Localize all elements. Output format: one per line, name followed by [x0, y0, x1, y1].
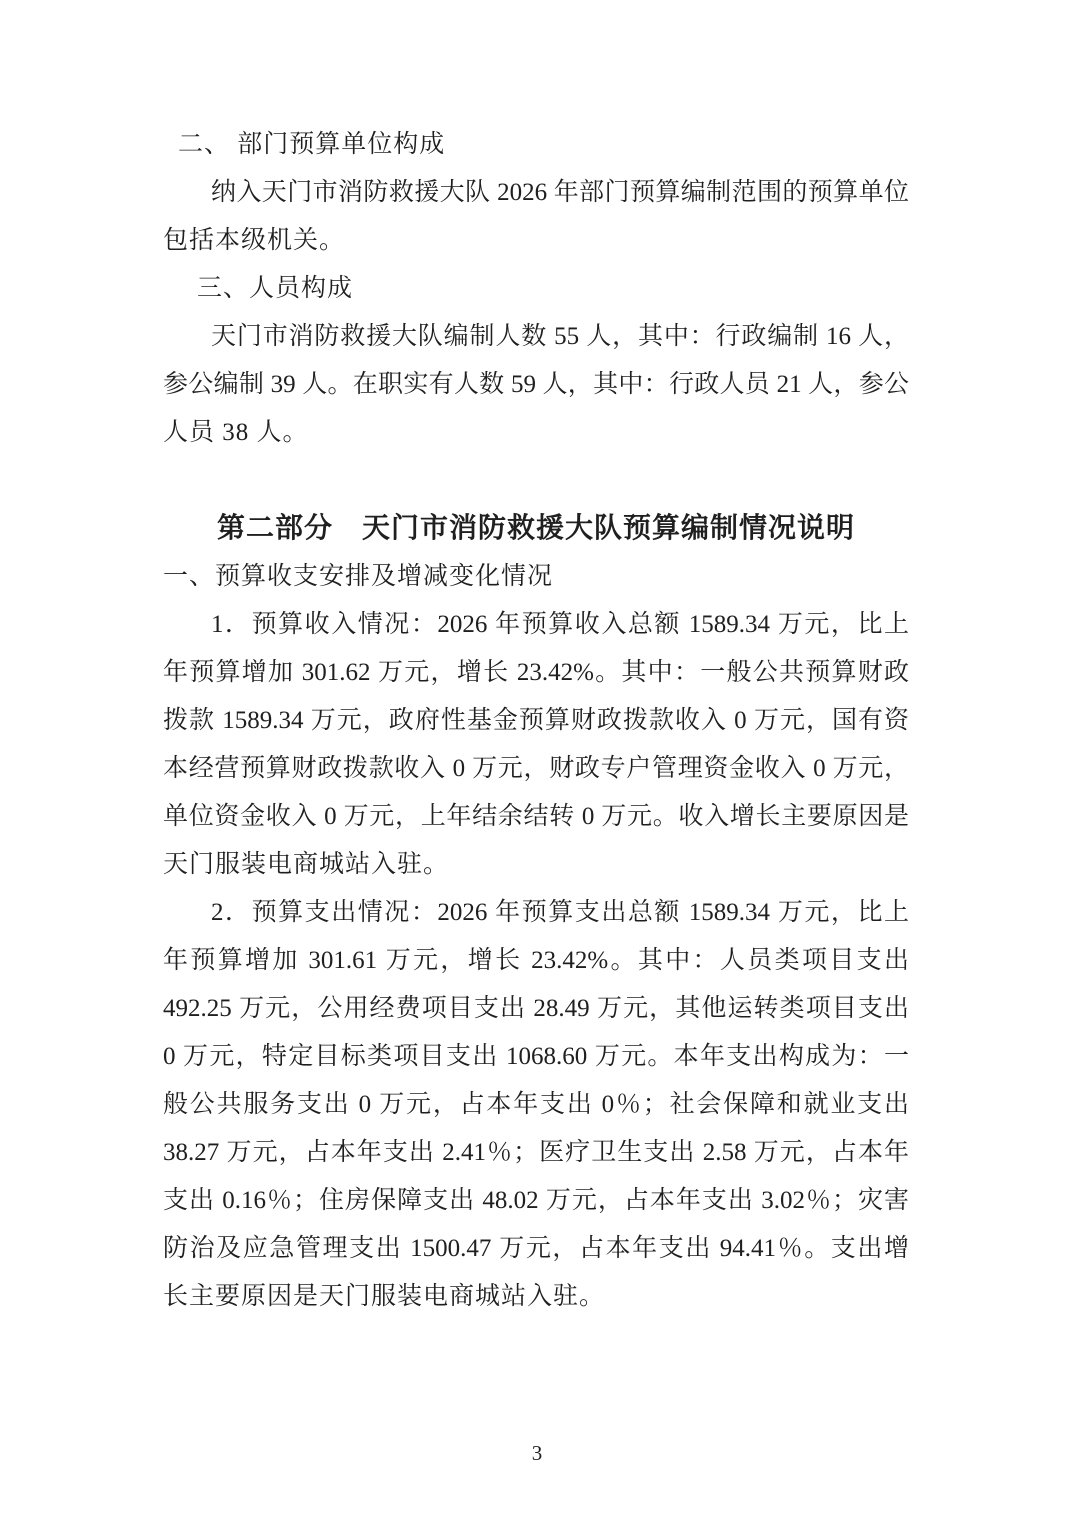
section-heading: 第二部分 天门市消防救援大队预算编制情况说明	[216, 513, 855, 544]
text-line: 0 万元，特定目标类项目支出 1068.60 万元。本年支出构成为：一	[163, 1043, 909, 1070]
text-line: 492.25 万元，公用经费项目支出 28.49 万元，其他运转类项目支出	[163, 995, 909, 1022]
text-line: 拨款 1589.34 万元，政府性基金预算财政拨款收入 0 万元，国有资	[163, 707, 909, 734]
text-line: 天门市消防救援大队编制人数 55 人，其中：行政编制 16 人，	[211, 323, 909, 350]
text-line: 三、人员构成	[197, 275, 354, 302]
document-body	[163, 121, 909, 1321]
text-line: 防治及应急管理支出 1500.47 万元，占本年支出 94.41％。支出增	[163, 1235, 909, 1262]
text-line: 长主要原因是天门服装电商城站入驻。	[163, 1283, 606, 1310]
text-line: 包括本级机关。	[163, 227, 346, 254]
text-line: 38.27 万元，占本年支出 2.41％；医疗卫生支出 2.58 万元，占本年	[163, 1139, 909, 1166]
text-line: 二、 部门预算单位构成	[178, 131, 446, 158]
text-line: 1．预算收入情况：2026 年预算收入总额 1589.34 万元，比上	[211, 611, 909, 638]
text-line: 年预算增加 301.61 万元，增长 23.42%。其中：人员类项目支出	[163, 947, 909, 974]
text-line: 般公共服务支出 0 万元，占本年支出 0％；社会保障和就业支出	[163, 1091, 909, 1118]
text-line: 2．预算支出情况：2026 年预算支出总额 1589.34 万元，比上	[211, 899, 909, 926]
text-line: 参公编制 39 人。在职实有人数 59 人，其中：行政人员 21 人，参公	[163, 371, 909, 398]
text-line: 人员 38 人。	[163, 419, 309, 446]
text-line: 天门服装电商城站入驻。	[163, 851, 450, 878]
blank-line	[163, 457, 909, 505]
text-line: 单位资金收入 0 万元，上年结余结转 0 万元。收入增长主要原因是	[163, 803, 909, 830]
page-number: 3	[531, 1441, 543, 1465]
text-line: 年预算增加 301.62 万元，增长 23.42%。其中：一般公共预算财政	[163, 659, 909, 686]
text-line: 本经营预算财政拨款收入 0 万元，财政专户管理资金收入 0 万元，	[163, 755, 909, 782]
text-line: 纳入天门市消防救援大队 2026 年部门预算编制范围的预算单位	[211, 179, 909, 206]
text-line: 一、预算收支安排及增减变化情况	[163, 563, 554, 590]
text-line: 支出 0.16％；住房保障支出 48.02 万元，占本年支出 3.02％；灾害	[163, 1187, 909, 1214]
